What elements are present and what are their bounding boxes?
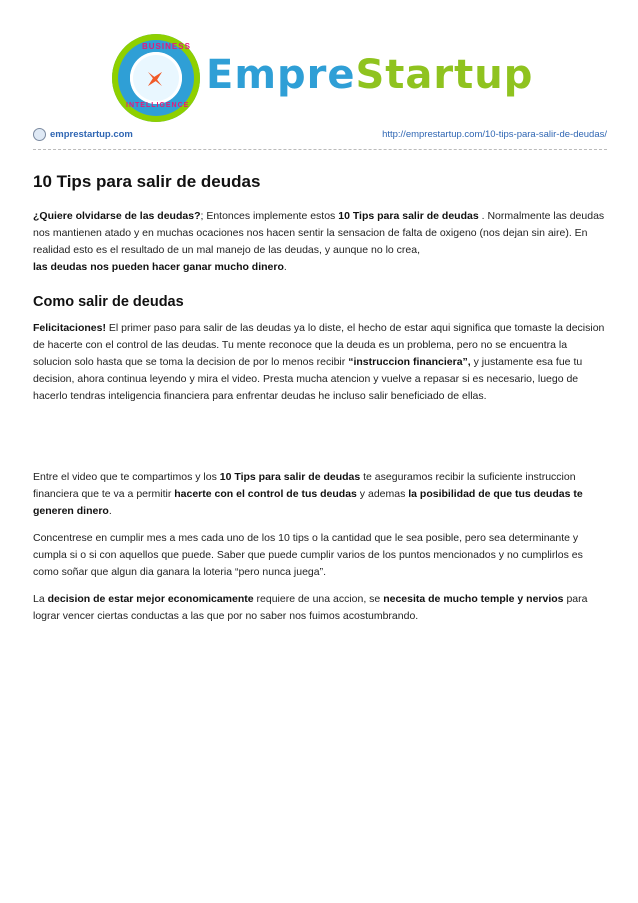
bold-span: las deudas nos pueden hacer ganar mucho dinero <box>33 261 284 273</box>
site-domain-link[interactable]: emprestartup.com <box>50 129 133 140</box>
bold-span: hacerte con el control de tus deudas <box>174 488 357 500</box>
section-paragraph-2 <box>33 469 605 520</box>
bold-span: “instruccion financiera”, <box>348 356 471 368</box>
text-span: y justamente esa fue tu decision, ahora continua leyendo y mira el video. Presta mucha atencion y vuelve a repasar si es necesario, luego de hacerlo tendras inteligencia financiera para enfrentar deudas he incluso salir beneficiado de ellas. <box>33 356 583 402</box>
article-url-link[interactable]: http://emprestartup.com/10-tips-para-salir-de-deudas/ <box>382 129 607 140</box>
text-span: La <box>33 593 48 605</box>
globe-icon <box>33 128 46 141</box>
section-paragraph-1 <box>33 320 605 405</box>
text-span: . <box>283 261 287 273</box>
text-span: . <box>108 505 112 517</box>
text-span: y ademas <box>356 488 409 500</box>
bold-span: 10 Tips para salir de deudas <box>338 210 479 222</box>
brand-logo[interactable] <box>206 52 533 98</box>
text-span: requiere de una accion, se <box>253 593 384 605</box>
text-span: te aseguramos recibir la suficiente instruccion financiera que te va a permitir <box>33 471 576 500</box>
badge-text-bottom: INTELLIGENCE <box>126 102 190 109</box>
video-placeholder <box>33 415 605 469</box>
text-span: El primer paso para salir de las deudas ya lo diste, el hecho de estar aqui significa que tomaste la decision de hacerte con el control de las deudas. Tu mente reconoce que la deuda es un problema, pero no se encuentra la solucion solo hasta que se toma la decision de por lo menos recibir <box>33 322 605 368</box>
intro-question: ¿Quiere olvidarse de las deudas? <box>33 210 201 222</box>
badge-text-top: BUSINESS <box>142 42 191 51</box>
section-paragraph-4 <box>33 591 605 625</box>
text-span: . Normalmente las deudas nos mantienen atado y en muchas ocaciones nos hacen sentir la sensacion de falta de oxigeno (nos dejan sin aire). En realidad esto es el resultado de un mal manejo de las deudas, y aunque no lo crea, <box>33 210 605 256</box>
header-divider <box>33 149 607 150</box>
article-title: 10 Tips para salir de deudas <box>33 172 261 191</box>
text-span: para lograr vencer ciertas conductas a las que por no saber nos fuimos acostumbrando. <box>33 593 588 622</box>
bold-span: Felicitaciones! <box>33 322 106 334</box>
intro-paragraph <box>33 208 605 276</box>
bold-span: necesita de mucho temple y nervios <box>383 593 564 605</box>
brand-logo-part2: Startup <box>355 52 534 98</box>
site-bar <box>33 128 607 144</box>
business-intelligence-badge-icon <box>112 34 200 122</box>
bold-span: la posibilidad de que tus deudas te generen dinero <box>33 488 583 517</box>
section-heading: Como salir de deudas <box>33 294 184 310</box>
section-paragraph-3: Concentrese en cumplir mes a mes cada uno de los 10 tips o la cantidad que le sea posible, pero sea determinante y cumpla si o si con aquellos que puede. Saber que puede cumplir varios de los puntos mencionados y no cumplirlos es como soñar que algun dia ganara la loteria “pero nunca juega”. <box>33 532 583 578</box>
brand-logo-part1: Empre <box>206 52 356 98</box>
article-content <box>33 172 605 635</box>
text-span: Entre el video que te compartimos y los <box>33 471 220 483</box>
bold-span: decision de estar mejor economicamente <box>47 593 254 605</box>
text-span: ; Entonces implemente estos <box>200 210 339 222</box>
bold-span: 10 Tips para salir de deudas <box>219 471 361 483</box>
